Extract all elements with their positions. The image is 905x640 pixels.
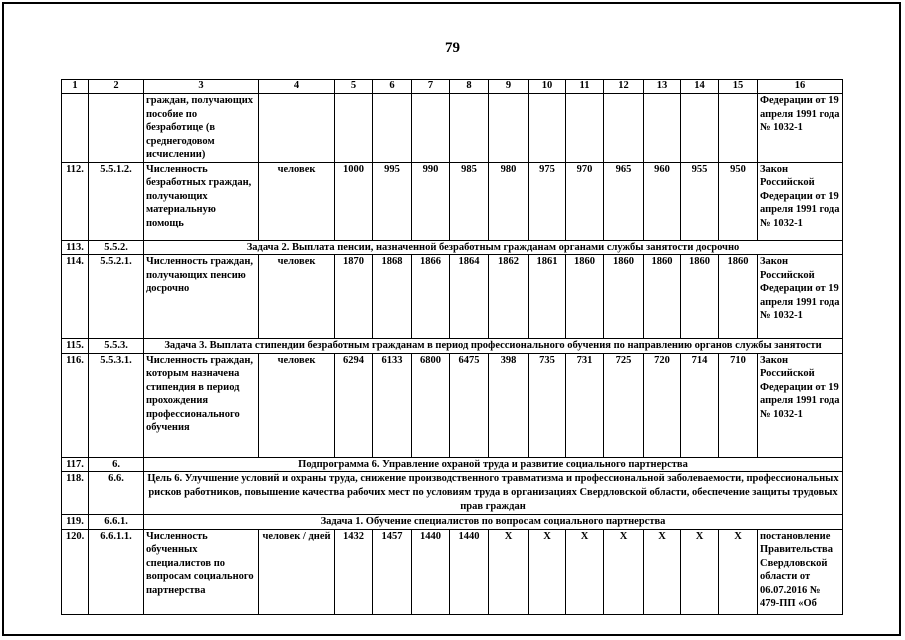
indicator-name-cell: Численность обученных специалистов по вопросам социального партнерства xyxy=(144,529,259,614)
value-cell: 995 xyxy=(373,162,412,240)
section-title-cell: Задача 1. Обучение специалистов по вопросам социального партнерства xyxy=(144,515,843,530)
column-number: 4 xyxy=(259,80,335,94)
indicator-row xyxy=(62,255,843,339)
value-cell: 1000 xyxy=(335,162,373,240)
legal-basis-cell: Закон Российской Федерации от 19 апреля 1991 года № 1032-1 xyxy=(758,353,843,457)
value-cell xyxy=(489,94,529,163)
indicator-row xyxy=(62,162,843,240)
unit-cell: человек xyxy=(259,353,335,457)
value-cell: 955 xyxy=(681,162,719,240)
row-number-cell: 115. xyxy=(62,339,89,354)
row-code-cell: 5.5.2. xyxy=(89,240,144,255)
row-code-cell: 5.5.1.2. xyxy=(89,162,144,240)
section-row xyxy=(62,457,843,472)
value-cell: Х xyxy=(719,529,758,614)
unit-cell xyxy=(259,94,335,163)
value-cell: 975 xyxy=(529,162,566,240)
row-code-cell xyxy=(89,94,144,163)
legal-basis-cell: постановление Правительства Свердловской области от 06.07.2016 № 479-ПП «Об xyxy=(758,529,843,614)
value-cell xyxy=(450,94,489,163)
row-code-cell: 6.6.1.1. xyxy=(89,529,144,614)
value-cell: 1860 xyxy=(604,255,644,339)
column-number: 6 xyxy=(373,80,412,94)
value-cell: 1860 xyxy=(681,255,719,339)
value-cell: 1864 xyxy=(450,255,489,339)
value-cell xyxy=(529,94,566,163)
row-code-cell: 5.5.3.1. xyxy=(89,353,144,457)
row-code-cell: 6.6.1. xyxy=(89,515,144,530)
row-number-cell: 117. xyxy=(62,457,89,472)
row-number-cell: 118. xyxy=(62,472,89,515)
indicator-name-cell: Численность безработных граждан, получающих материальную помощь xyxy=(144,162,259,240)
value-cell: Х xyxy=(529,529,566,614)
row-code-cell: 6.6. xyxy=(89,472,144,515)
value-cell: 6133 xyxy=(373,353,412,457)
page-number: 79 xyxy=(445,40,460,56)
column-number: 16 xyxy=(758,80,843,94)
indicator-row xyxy=(62,353,843,457)
value-cell: 980 xyxy=(489,162,529,240)
section-row xyxy=(62,515,843,530)
row-code-cell: 5.5.2.1. xyxy=(89,255,144,339)
column-number: 2 xyxy=(89,80,144,94)
value-cell: 985 xyxy=(450,162,489,240)
row-number-cell: 120. xyxy=(62,529,89,614)
column-number: 11 xyxy=(566,80,604,94)
value-cell: 1432 xyxy=(335,529,373,614)
row-number-cell: 112. xyxy=(62,162,89,240)
unit-cell: человек xyxy=(259,255,335,339)
indicator-row xyxy=(62,94,843,163)
value-cell: 1860 xyxy=(566,255,604,339)
value-cell: Х xyxy=(489,529,529,614)
column-number: 9 xyxy=(489,80,529,94)
value-cell: 1860 xyxy=(644,255,681,339)
column-number: 13 xyxy=(644,80,681,94)
value-cell: 1861 xyxy=(529,255,566,339)
indicator-row xyxy=(62,529,843,614)
value-cell xyxy=(335,94,373,163)
value-cell: 1868 xyxy=(373,255,412,339)
value-cell: 720 xyxy=(644,353,681,457)
goal-text-cell: Цель 6. Улучшение условий и охраны труда, снижение производственного травматизма и профессиональной заболеваемости, профессиональных рисков работников, повышение качества рабочих мест по условиям труда в организациях Свердловской области, обеспечение защиты трудовых прав граждан xyxy=(144,472,843,515)
value-cell: 950 xyxy=(719,162,758,240)
value-cell: 6475 xyxy=(450,353,489,457)
column-number: 8 xyxy=(450,80,489,94)
value-cell: 731 xyxy=(566,353,604,457)
value-cell: 725 xyxy=(604,353,644,457)
row-number-cell xyxy=(62,94,89,163)
column-number-row xyxy=(62,80,843,94)
value-cell: Х xyxy=(604,529,644,614)
column-number: 10 xyxy=(529,80,566,94)
row-number-cell: 116. xyxy=(62,353,89,457)
row-number-cell: 119. xyxy=(62,515,89,530)
goal-row xyxy=(62,472,843,515)
column-number: 12 xyxy=(604,80,644,94)
value-cell: Х xyxy=(566,529,604,614)
unit-cell: человек / дней xyxy=(259,529,335,614)
value-cell: 965 xyxy=(604,162,644,240)
value-cell: 1440 xyxy=(412,529,450,614)
value-cell xyxy=(412,94,450,163)
column-number: 7 xyxy=(412,80,450,94)
row-code-cell: 6. xyxy=(89,457,144,472)
value-cell xyxy=(604,94,644,163)
section-title-cell: Задача 3. Выплата стипендии безработным гражданам в период профессионального обучения по направлению органов службы занятости xyxy=(144,339,843,354)
value-cell: 6294 xyxy=(335,353,373,457)
column-number: 15 xyxy=(719,80,758,94)
value-cell xyxy=(373,94,412,163)
column-number: 5 xyxy=(335,80,373,94)
value-cell: Х xyxy=(644,529,681,614)
value-cell xyxy=(719,94,758,163)
legal-basis-cell: Закон Российской Федерации от 19 апреля 1991 года № 1032-1 xyxy=(758,255,843,339)
indicator-name-cell: Численность граждан, получающих пенсию досрочно xyxy=(144,255,259,339)
value-cell: 1870 xyxy=(335,255,373,339)
value-cell: 398 xyxy=(489,353,529,457)
value-cell: 6800 xyxy=(412,353,450,457)
value-cell: 1457 xyxy=(373,529,412,614)
row-number-cell: 114. xyxy=(62,255,89,339)
value-cell: 1440 xyxy=(450,529,489,614)
table-body xyxy=(62,80,843,615)
value-cell: 1866 xyxy=(412,255,450,339)
value-cell xyxy=(644,94,681,163)
unit-cell: человек xyxy=(259,162,335,240)
indicators-table xyxy=(61,79,843,615)
indicator-name-cell: граждан, получающих пособие по безработице (в среднегодовом исчислении) xyxy=(144,94,259,163)
legal-basis-cell: Закон Российской Федерации от 19 апреля 1991 года № 1032-1 xyxy=(758,162,843,240)
value-cell: 710 xyxy=(719,353,758,457)
row-number-cell: 113. xyxy=(62,240,89,255)
indicator-name-cell: Численность граждан, которым назначена стипендия в период прохождения профессионального обучения xyxy=(144,353,259,457)
section-row xyxy=(62,339,843,354)
column-number: 3 xyxy=(144,80,259,94)
value-cell: 714 xyxy=(681,353,719,457)
row-code-cell: 5.5.3. xyxy=(89,339,144,354)
value-cell: 735 xyxy=(529,353,566,457)
legal-basis-cell: Федерации от 19 апреля 1991 года № 1032-1 xyxy=(758,94,843,163)
value-cell: Х xyxy=(681,529,719,614)
value-cell xyxy=(681,94,719,163)
value-cell: 960 xyxy=(644,162,681,240)
value-cell xyxy=(566,94,604,163)
value-cell: 1862 xyxy=(489,255,529,339)
value-cell: 990 xyxy=(412,162,450,240)
section-title-cell: Подпрограмма 6. Управление охраной труда и развитие социального партнерства xyxy=(144,457,843,472)
value-cell: 970 xyxy=(566,162,604,240)
value-cell: 1860 xyxy=(719,255,758,339)
section-title-cell: Задача 2. Выплата пенсии, назначенной безработным гражданам органами службы занятости досрочно xyxy=(144,240,843,255)
column-number: 14 xyxy=(681,80,719,94)
section-row xyxy=(62,240,843,255)
column-number: 1 xyxy=(62,80,89,94)
